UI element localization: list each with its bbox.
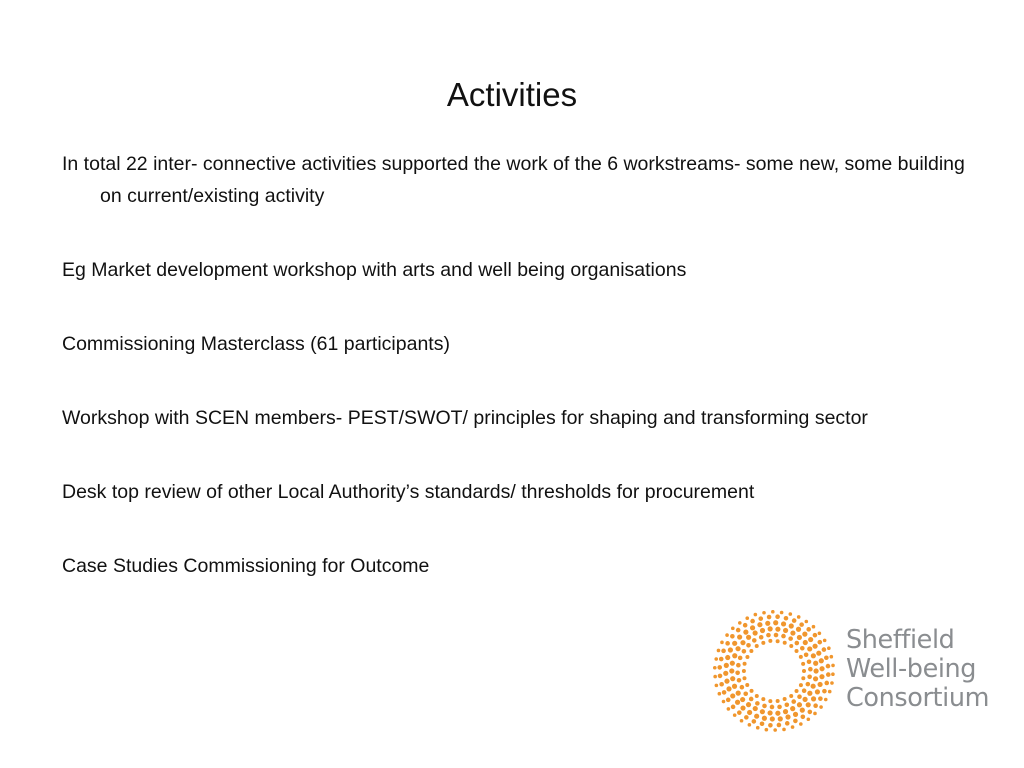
paragraph-total-activities: In total 22 inter- connective activities supported the work of the 6 workstreams- some new, some building on current/existing activity: [62, 153, 965, 207]
logo-dot: [793, 712, 798, 717]
logo-dot: [800, 646, 805, 651]
logo-dot: [808, 667, 813, 672]
logo-dot: [770, 716, 775, 721]
logo-dot: [768, 639, 772, 643]
logo-dot: [736, 691, 741, 696]
logo-dot: [752, 638, 757, 643]
logo-dot: [806, 682, 811, 687]
logo-dot: [738, 656, 743, 661]
logo-dot: [759, 635, 764, 640]
logo-dot: [811, 696, 816, 701]
logo-dot: [807, 691, 812, 696]
logo-dot: [726, 686, 731, 691]
logo-dot: [752, 719, 757, 724]
logo-dot: [812, 644, 817, 649]
logo-dot: [740, 705, 745, 710]
logo-dot: [745, 616, 749, 620]
logo-dot: [731, 705, 736, 710]
logo-dot: [783, 628, 788, 633]
logo-dot: [776, 699, 780, 703]
logo-dot: [831, 672, 835, 676]
logo-dot: [822, 689, 827, 694]
logo-dot: [725, 655, 730, 660]
logo-dot: [761, 641, 765, 645]
logo-dot: [813, 712, 817, 716]
slide-body: [62, 148, 972, 624]
logo-dot: [784, 616, 789, 621]
logo-dot: [776, 639, 780, 643]
logo-dot: [773, 728, 777, 732]
logo-dot: [771, 610, 775, 614]
logo-dot: [766, 633, 771, 638]
logo-dot: [733, 713, 737, 717]
logo-dot: [824, 698, 828, 702]
logo-dot: [768, 723, 773, 728]
logo-dot: [805, 620, 809, 624]
logo-dot: [740, 640, 745, 645]
logo-dot: [801, 676, 805, 680]
logo-dot: [802, 669, 806, 673]
logo-dot: [823, 639, 827, 643]
logo-dot: [767, 615, 772, 620]
logo-dot: [743, 630, 748, 635]
logo-dot: [807, 659, 812, 664]
logo-dot: [713, 675, 717, 679]
logo-dot: [788, 636, 793, 641]
logo-dot: [750, 625, 755, 630]
logo-dot: [725, 641, 730, 646]
logo-dot: [807, 717, 811, 721]
logo-dot: [791, 725, 795, 729]
logo-dot: [750, 619, 755, 624]
logo-dot: [768, 626, 773, 631]
logo-dot: [742, 649, 747, 654]
logo-dot: [729, 668, 734, 673]
logo-dot: [762, 716, 767, 721]
logo-dot: [746, 635, 751, 640]
logo-dot: [743, 662, 747, 666]
logo-dot: [727, 707, 731, 711]
slide-title: Activities: [446, 76, 578, 113]
logo-dot: [792, 618, 797, 623]
logo-dot: [826, 664, 831, 669]
logo-dot: [755, 694, 759, 698]
logo-dot: [735, 670, 740, 675]
logo-dot: [745, 683, 749, 687]
logo-dot: [817, 640, 822, 645]
logo-dot: [760, 721, 765, 726]
logo-dot: [775, 614, 780, 619]
consortium-logo: [712, 610, 1012, 732]
logo-dot: [790, 630, 795, 635]
logo-dot: [815, 689, 820, 694]
logo-dot: [789, 694, 793, 698]
logo-dot: [740, 697, 745, 702]
logo-dot: [725, 633, 729, 637]
logo-dot: [724, 663, 729, 668]
logo-dot: [800, 708, 805, 713]
logo-dot: [783, 697, 787, 701]
logo-dot: [799, 622, 804, 627]
logo-dot: [737, 634, 742, 639]
logo-dot: [797, 635, 802, 640]
logo-dot: [801, 662, 805, 666]
logo-dot: [753, 630, 758, 635]
logo-dot: [760, 628, 765, 633]
logo-dot: [827, 646, 831, 650]
logo-dot: [719, 682, 724, 687]
logo-dot: [726, 698, 731, 703]
logo-dot: [761, 697, 765, 701]
logo-dot: [778, 716, 783, 721]
logo-dot: [818, 632, 822, 636]
logo-dot: [770, 705, 775, 710]
logo-dot: [755, 701, 760, 706]
logo-dot: [806, 702, 811, 707]
logo-dot: [743, 623, 748, 628]
logo-dot: [730, 676, 735, 681]
logo-dot: [818, 696, 823, 701]
logo-dot: [795, 689, 799, 693]
logo-dot: [718, 692, 722, 696]
logo-dot: [813, 633, 818, 638]
logo-dot: [782, 728, 786, 732]
logo-dot: [718, 674, 723, 679]
logo-dot: [749, 649, 753, 653]
logo-dot: [816, 651, 821, 656]
logo-dot: [789, 612, 793, 616]
logo-dot: [819, 666, 824, 671]
logo-dot: [831, 664, 835, 668]
logo-dot: [767, 710, 772, 715]
logo-dot: [732, 684, 737, 689]
logo-dot: [731, 627, 735, 631]
logo-dot: [745, 655, 749, 659]
paragraph-desk-review: Desk top review of other Local Authority’s standards/ thresholds for procurement: [62, 481, 755, 503]
logo-dot: [819, 658, 824, 663]
logo-dot: [790, 706, 795, 711]
logo-dot: [737, 710, 742, 715]
logo-dot: [808, 637, 813, 642]
logo-dot: [802, 697, 807, 702]
logo-dot: [803, 640, 808, 645]
logo-dot: [777, 705, 782, 710]
logo-dot: [743, 691, 748, 696]
logo-dot: [754, 613, 758, 617]
logo-dot: [742, 669, 746, 673]
logo-dot: [783, 641, 787, 645]
logo-dot: [781, 634, 786, 639]
logo-dot: [785, 714, 790, 719]
logo-dot: [719, 657, 724, 662]
logo-dot: [774, 633, 779, 638]
logo-dot: [817, 682, 822, 687]
logo-dot: [773, 620, 778, 625]
logo-dot: [802, 632, 807, 637]
logo-dot: [749, 697, 754, 702]
paragraph-market-development: Eg Market development workshop with arts and well being organisations: [62, 259, 687, 281]
logo-dot: [813, 661, 818, 666]
logo-dot: [785, 721, 790, 726]
logo-dot: [799, 722, 803, 726]
paragraph-case-studies: Case Studies Commissioning for Outcome: [62, 555, 430, 577]
logo-dot: [720, 641, 724, 645]
logo-dot: [765, 728, 769, 732]
logo-dot: [722, 690, 727, 695]
logo-dot: [796, 627, 801, 632]
logo-dot: [799, 683, 803, 687]
logo-dot: [802, 688, 807, 693]
logo-dot: [814, 668, 819, 673]
logo-dot: [753, 706, 758, 711]
logo-dot: [780, 611, 784, 615]
logo-dot: [775, 711, 780, 716]
logo-dot: [785, 702, 790, 707]
logo-dot: [806, 627, 811, 632]
logo-dot: [807, 674, 812, 679]
logo-dot: [736, 628, 741, 633]
logo-dot: [783, 709, 788, 714]
logo-dot: [730, 693, 735, 698]
logo-dot: [714, 657, 718, 661]
logo-line-wellbeing: Well-being: [846, 654, 977, 684]
logo-dot: [824, 655, 829, 660]
logo-dot: [746, 702, 751, 707]
logo-dot: [756, 726, 760, 730]
logo-dot: [801, 714, 806, 719]
logo-dot: [754, 714, 759, 719]
logo-dot: [819, 705, 823, 709]
logo-dot: [793, 719, 798, 724]
logo-dot: [748, 723, 752, 727]
logo-dot: [730, 634, 735, 639]
logo-dot: [819, 674, 824, 679]
logo-dot: [732, 653, 737, 658]
logo-dot: [781, 621, 786, 626]
sunburst-dots-icon: [712, 610, 836, 732]
logo-dot: [789, 623, 794, 628]
logo-dot: [811, 684, 816, 689]
logo-dot: [740, 685, 745, 690]
logo-dot: [737, 678, 742, 683]
logo-dot: [812, 625, 816, 629]
logo-dot: [730, 661, 735, 666]
logo-dot: [762, 704, 767, 709]
logo-dot: [813, 703, 818, 708]
logo-dot: [813, 676, 818, 681]
logo-dot: [735, 646, 740, 651]
logo-dot: [808, 710, 813, 715]
logo-dot: [717, 665, 722, 670]
logo-dot: [830, 681, 834, 685]
paragraph-masterclass: Commissioning Masterclass (61 participants): [62, 333, 450, 355]
logo-dot: [807, 646, 812, 651]
logo-line-sheffield: Sheffield: [846, 625, 955, 655]
logo-dot: [728, 647, 733, 652]
logo-dot: [750, 689, 754, 693]
logo-dot: [758, 616, 763, 621]
logo-dot: [738, 621, 742, 625]
logo-dot: [757, 622, 762, 627]
logo-dot: [811, 653, 816, 658]
logo-dot: [715, 684, 719, 688]
logo-dot: [795, 641, 800, 646]
logo-dot: [768, 699, 772, 703]
logo-dot: [804, 652, 809, 657]
logo-dot: [797, 702, 802, 707]
logo-dot: [828, 690, 832, 694]
logo-dot: [740, 719, 744, 723]
logo-dot: [760, 709, 765, 714]
logo-dot: [775, 627, 780, 632]
logo-dot: [797, 615, 801, 619]
logo-dot: [723, 671, 728, 676]
logo-dot: [822, 647, 827, 652]
paragraph-scen-workshop: Workshop with SCEN members- PEST/SWOT/ principles for shaping and transforming sector: [62, 407, 868, 429]
logo-wordmark: [846, 626, 989, 713]
logo-dot: [830, 655, 834, 659]
logo-dot: [722, 700, 726, 704]
logo-dot: [747, 710, 752, 715]
logo-dot: [721, 649, 726, 654]
logo-dot: [735, 700, 740, 705]
logo-dot: [742, 676, 746, 680]
logo-dot: [724, 679, 729, 684]
logo-dot: [762, 611, 766, 615]
logo-dot: [799, 655, 803, 659]
logo-dot: [765, 621, 770, 626]
logo-dot: [746, 643, 751, 648]
logo-dot: [732, 641, 737, 646]
logo-dot: [744, 715, 749, 720]
logo-dot: [789, 644, 793, 648]
logo-dot: [713, 666, 717, 670]
logo-dot: [826, 672, 831, 677]
logo-dot: [777, 723, 782, 728]
logo-dot: [755, 644, 759, 648]
logo-dot: [797, 694, 802, 699]
logo-dot: [736, 663, 741, 668]
logo-line-consortium: Consortium: [846, 683, 990, 713]
logo-dot: [795, 649, 799, 653]
logo-dot: [717, 649, 721, 653]
logo-dot: [791, 699, 796, 704]
logo-dot: [824, 681, 829, 686]
